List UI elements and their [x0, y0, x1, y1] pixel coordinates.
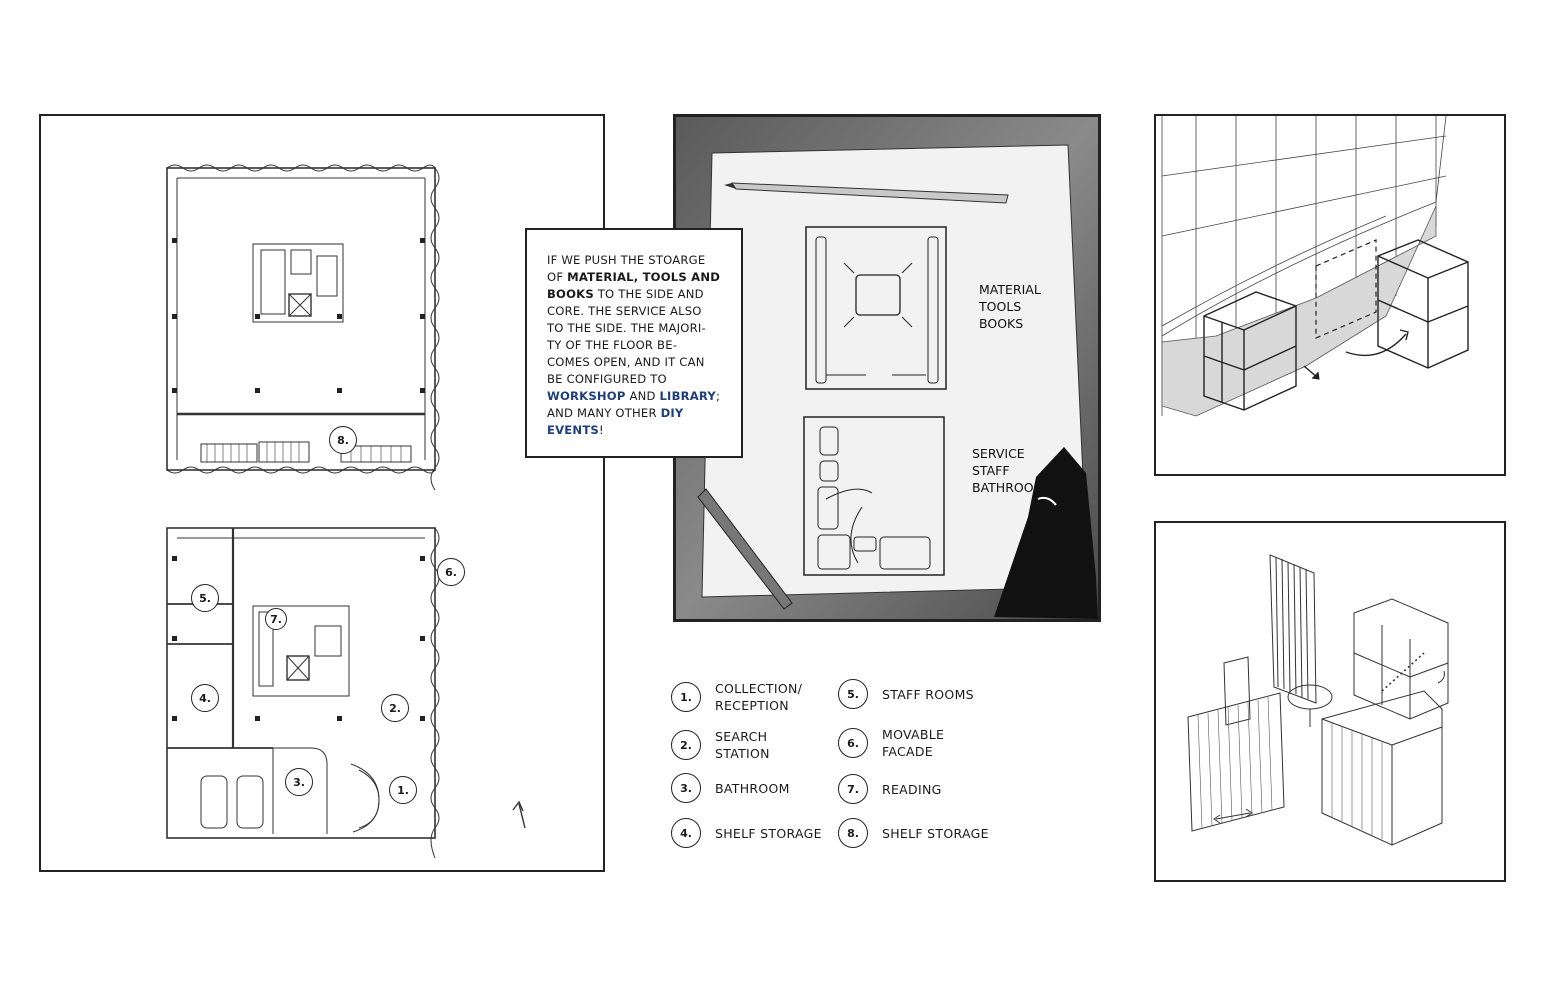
isometric-facade-drawing [1156, 116, 1504, 474]
legend-label: BATHROOM [715, 780, 790, 796]
legend-number: 8. [838, 818, 868, 848]
text-highlight-events: EVENTS [547, 423, 599, 437]
plan-marker-4: 4. [191, 684, 219, 712]
text-line-11b: ! [598, 423, 604, 437]
text-line-3 [547, 286, 727, 303]
plan-marker-5: 5. [191, 584, 219, 612]
plan-marker-3: 3. [285, 768, 313, 796]
plan-marker-8: 8. [329, 426, 357, 454]
legend-item-1 [671, 680, 802, 714]
text-line-9 [547, 388, 727, 405]
legend-number: 6. [838, 728, 868, 758]
legend-label: SHELF STORAGE [882, 825, 989, 841]
text-line-4: CORE. THE SERVICE ALSO [547, 304, 702, 318]
text-line-5: TO THE SIDE. THE MAJORI- [547, 321, 706, 335]
isometric-reading-panel [1154, 521, 1506, 882]
legend-item-8 [838, 818, 989, 848]
plan-marker-6: 6. [437, 558, 465, 586]
legend-label: COLLECTION/ RECEPTION [715, 681, 803, 713]
text-highlight-library: LIBRARY [659, 389, 716, 403]
legend-item-4 [671, 818, 822, 848]
sketch-label-service: SERVICE STAFF BATHROOM [972, 446, 1045, 495]
legend-item-3 [671, 773, 790, 803]
plan-marker-7: 7. [265, 608, 287, 630]
plan-marker-1: 1. [389, 776, 417, 804]
legend-number: 3. [671, 773, 701, 803]
text-line-3b: TO THE SIDE AND [593, 287, 704, 301]
legend-item-2 [671, 728, 770, 762]
legend-label: MOVABLE FACADE [882, 727, 945, 759]
legend-label: SEARCH STATION [715, 729, 770, 761]
isometric-facade-panel [1154, 114, 1506, 476]
legend-number: 5. [838, 679, 868, 709]
floor-plans-panel [39, 114, 605, 872]
legend-item-7 [838, 774, 942, 804]
text-line-9b: AND [625, 389, 660, 403]
floor-plans-drawing [41, 116, 605, 872]
text-line-8: BE CONFIGURED TO [547, 372, 667, 386]
legend-item-6 [838, 726, 944, 760]
text-line-6: TY OF THE FLOOR BE- [547, 338, 678, 352]
text-line-2 [547, 269, 727, 286]
text-line-11 [547, 422, 727, 439]
text-highlight-workshop: WORKSHOP [547, 389, 626, 403]
legend-number: 4. [671, 818, 701, 848]
legend-label: STAFF ROOMS [882, 686, 974, 702]
text-line-10 [547, 405, 727, 422]
legend-item-5 [838, 679, 974, 709]
text-line-9d: ; [716, 389, 721, 403]
legend-number: 1. [671, 682, 701, 712]
text-line-7: COMES OPEN, AND IT CAN [547, 355, 705, 369]
text-highlight-diy: DIY [660, 406, 684, 420]
plan-marker-2: 2. [381, 694, 409, 722]
legend-number: 2. [671, 730, 701, 760]
legend-label: SHELF STORAGE [715, 825, 822, 841]
sketch-label-storage: MATERIAL TOOLS BOOKS [979, 282, 1041, 331]
legend-label: READING [882, 781, 942, 797]
text-line-1: IF WE PUSH THE STOARGE [547, 253, 706, 267]
text-line-2a: OF [547, 270, 568, 284]
text-line-10a: AND MANY OTHER [547, 406, 661, 420]
text-highlight-books: BOOKS [547, 287, 594, 301]
text-highlight-material: MATERIAL, TOOLS AND [567, 270, 721, 284]
legend-number: 7. [838, 774, 868, 804]
isometric-reading-drawing [1156, 523, 1504, 880]
concept-text-box [525, 228, 743, 458]
